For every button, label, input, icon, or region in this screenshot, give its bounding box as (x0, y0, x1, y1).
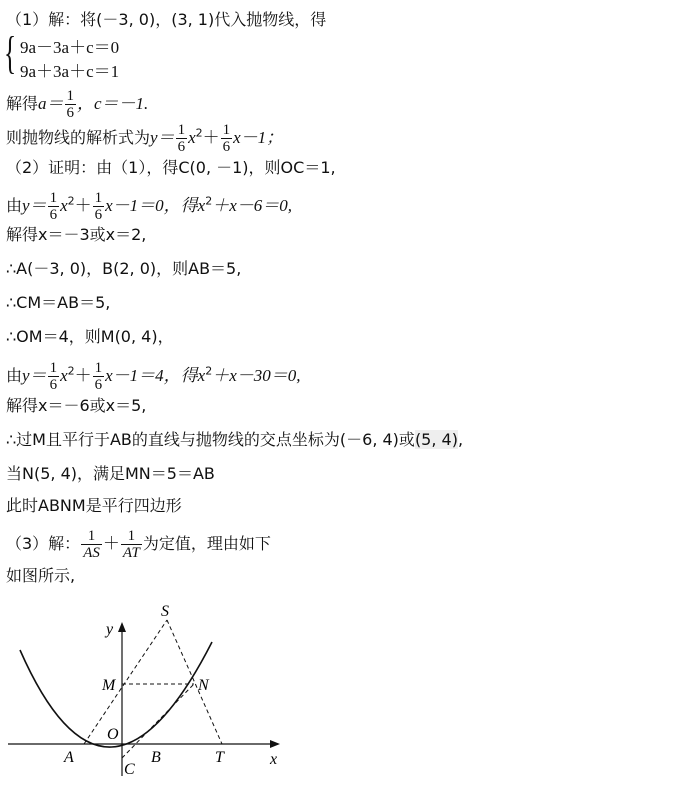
label-T: T (215, 749, 224, 766)
om-line: ∴OM＝4，则M(0, 4)， (6, 327, 174, 346)
fraction-1-6: $\frac{1}{6}$ (222, 122, 231, 155)
label-x: x (270, 751, 278, 768)
y-axis-arrow (118, 622, 126, 632)
label-S: S (161, 603, 169, 620)
solution-a-c: 解得a＝ $\frac{1}{6}$ ，c＝－1. (6, 88, 149, 121)
label-y: y (106, 621, 114, 638)
roots-line: 解得x＝－3或x＝2, (6, 225, 147, 244)
fraction-1-6: $\frac{1}{6}$ (177, 122, 186, 155)
part2-intro: （2）证明：由（1），得C(0, －1)，则OC＝1, (6, 158, 336, 177)
parallelogram-line: 此时ABNM是平行四边形 (6, 496, 182, 515)
line-ST (167, 620, 222, 744)
equation-y-zero: 由y＝ $\frac{1}{6}$ $x^2+$ $\frac{1}{6}$ x－1＝0，得$x^2+x-6=0$, (6, 190, 292, 223)
fraction-1-6: $\frac{1}{6}$ (66, 88, 75, 121)
equation-row-1: 9a－3a＋c＝0 (20, 38, 120, 57)
fraction-1-6: $\frac{1}{6}$ (49, 360, 58, 393)
part3-intro: （3）解： $\frac{1}{AS}$ ＋ $\frac{1}{AT}$ 为定值，理由如下 (6, 528, 271, 561)
line-CN (122, 684, 194, 758)
parabola-figure (0, 598, 300, 778)
mn-equals-ab: 当N(5, 4)，满足MN＝5＝AB (6, 464, 215, 483)
x-axis-arrow (270, 740, 280, 748)
equation-brace: { (4, 27, 17, 78)
part1-intro: （1）解：将(－3, 0)，(3, 1)代入抛物线，得 (6, 10, 327, 29)
label-M: M (102, 677, 116, 694)
intersection-points: ∴过M且平行于AB的直线与抛物线的交点坐标为(－6, 4)或(5, 4), (6, 430, 464, 449)
label-C: C (124, 761, 135, 778)
label-B: B (151, 749, 161, 766)
fraction-1-AT: $\frac{1}{AT}$ (122, 528, 140, 561)
points-a-b: ∴A(－3, 0)，B(2, 0)，则AB＝5, (6, 259, 242, 278)
fraction-1-6: $\frac{1}{6}$ (94, 190, 103, 223)
label-N: N (198, 677, 209, 694)
equation-y-four: 由y＝ $\frac{1}{6}$ $x^2+$ $\frac{1}{6}$ x－1＝4，得$x^2+x-30=0$, (6, 360, 301, 393)
equation-row-2: 9a＋3a＋c＝1 (20, 62, 120, 81)
fraction-1-6: $\frac{1}{6}$ (49, 190, 58, 223)
roots-line-2: 解得x＝－6或x＝5, (6, 396, 147, 415)
fraction-1-6: $\frac{1}{6}$ (94, 360, 103, 393)
parabola-expression: 则抛物线的解析式为y＝ $\frac{1}{6}$ $x^2+$ $\frac{1}{6}$ x－1； (6, 122, 284, 155)
label-O: O (107, 726, 119, 743)
fraction-1-AS: $\frac{1}{AS}$ (83, 528, 100, 561)
label-A: A (64, 749, 74, 766)
as-shown-line: 如图所示, (6, 566, 76, 585)
cm-equals-ab: ∴CM＝AB＝5, (6, 293, 111, 312)
